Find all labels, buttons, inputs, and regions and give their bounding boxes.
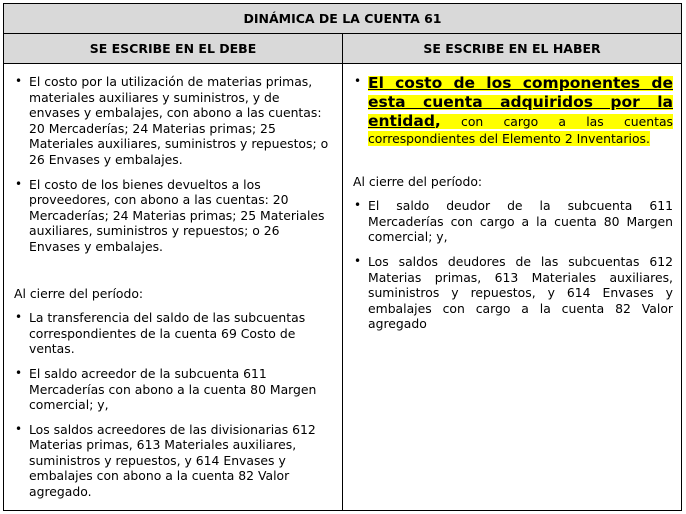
haber-cierre-list <box>353 198 673 332</box>
body-row <box>4 64 681 511</box>
debe-header: SE ESCRIBE EN EL DEBE <box>4 34 343 63</box>
account-table <box>3 3 682 511</box>
list-item: • El costo de los bienes devueltos a los proveedores, con abono a las cuentas: 20 Mercaderías; 24 Materias primas; 25 Materiales auxiliares, suministros y repuestos; o 26 Envases y embalajes. <box>14 177 334 255</box>
list-item: • La transferencia del saldo de las subcuentas correspondientes de la cuenta 69 Costo de ventas. <box>14 310 334 357</box>
haber-cierre-label: Al cierre del período: <box>353 173 483 189</box>
list-item: • El costo por la utilización de materias primas, materiales auxiliares y suministros, y de envases y embalajes, con abono a las cuentas: 20 Mercaderías; 24 Materias primas; 25 Materiales auxiliares, suministros y repuestos; o 26 Envases y embalajes. <box>14 74 334 168</box>
debe-list <box>14 74 334 255</box>
list-item: • Los saldos acreedores de las divisionarias 612 Materias primas, 613 Materiales auxiliares, suministros y repuestos, y 614 Envases y embalajes con abono a la cuenta 82 Valor agregado. <box>14 422 334 500</box>
table-title: DINÁMICA DE LA CUENTA 61 <box>4 4 681 34</box>
haber-list <box>353 74 673 147</box>
debe-cierre-list <box>14 310 334 500</box>
debe-column <box>4 64 343 511</box>
highlight-rest-text: con cargo a las cuentas correspondientes del Elemento 2 Inventarios. <box>368 114 673 146</box>
highlight-comma: , <box>434 112 441 130</box>
list-item: • El saldo deudor de la subcuenta 611 Mercaderías con cargo a la cuenta 80 Margen comercial; y, <box>353 198 673 245</box>
highlight-bold-text: El costo de los componentes de esta cuenta adquiridos por la entidad <box>368 74 673 130</box>
haber-column <box>343 64 681 511</box>
highlighted-item <box>353 74 673 147</box>
list-item: • El saldo acreedor de la subcuenta 611 Mercaderías con abono a la cuenta 80 Margen comercial; y, <box>14 366 334 413</box>
list-item: • Los saldos deudores de las subcuentas 612 Materias primas, 613 Materiales auxiliares, suministros y repuestos, y 614 Envases y embalajes con cargo a la cuenta 82 Valor agregado <box>353 254 673 332</box>
debe-cierre-label: Al cierre del período: <box>14 285 144 301</box>
header-row <box>4 34 681 64</box>
haber-header: SE ESCRIBE EN EL HABER <box>423 41 601 56</box>
highlight <box>368 76 673 146</box>
